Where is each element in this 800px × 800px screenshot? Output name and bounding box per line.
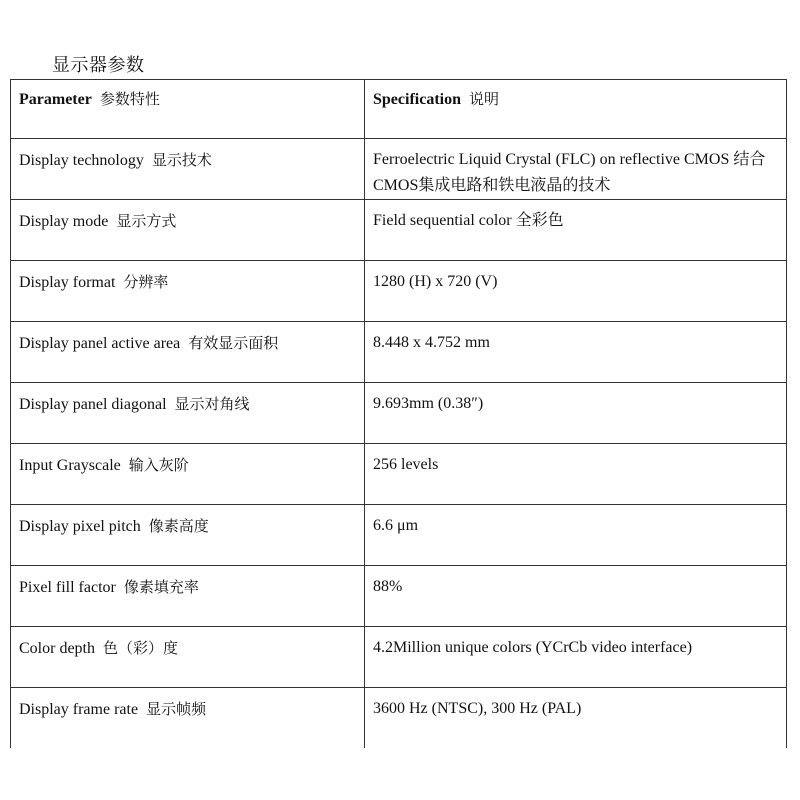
parameter-cn: 色（彩）度 bbox=[103, 639, 179, 657]
parameter-cell bbox=[11, 261, 365, 322]
table-row bbox=[11, 688, 787, 749]
table-row bbox=[11, 444, 787, 505]
header-parameter-en: Parameter bbox=[19, 91, 92, 108]
header-specification-cn: 说明 bbox=[469, 90, 500, 108]
parameter-cell bbox=[11, 200, 365, 261]
parameter-cn: 像素高度 bbox=[148, 517, 209, 535]
specification-cell: 4.2Million unique colors (YCrCb video interface) bbox=[365, 627, 787, 688]
parameter-en: Display pixel pitch bbox=[19, 518, 141, 535]
parameter-cn: 显示技术 bbox=[151, 151, 212, 169]
specification-cell: Field sequential color 全彩色 bbox=[365, 200, 787, 261]
table-caption: 显示器参数 bbox=[52, 55, 145, 75]
parameter-cell bbox=[11, 688, 365, 749]
parameter-cell bbox=[11, 627, 365, 688]
parameter-cn: 分辨率 bbox=[123, 273, 169, 291]
table-row bbox=[11, 322, 787, 383]
parameter-cell bbox=[11, 505, 365, 566]
table-row bbox=[11, 627, 787, 688]
header-specification bbox=[365, 80, 787, 139]
specification-cell: 9.693mm (0.38″) bbox=[365, 383, 787, 444]
parameter-en: Display technology bbox=[19, 152, 144, 169]
specification-cell: 256 levels bbox=[365, 444, 787, 505]
parameter-en: Pixel fill factor bbox=[19, 579, 116, 596]
parameter-cell bbox=[11, 566, 365, 627]
specification-cell: 88% bbox=[365, 566, 787, 627]
parameter-cell bbox=[11, 139, 365, 200]
parameter-en: Display mode bbox=[19, 213, 109, 230]
specification-cell: Ferroelectric Liquid Crystal (FLC) on reflective CMOS 结合CMOS集成电路和铁电液晶的技术 bbox=[365, 139, 787, 200]
display-parameters-table bbox=[10, 79, 787, 748]
parameter-en: Display format bbox=[19, 274, 116, 291]
table-row bbox=[11, 383, 787, 444]
parameter-cn: 显示方式 bbox=[116, 212, 177, 230]
parameter-cn: 输入灰阶 bbox=[128, 456, 189, 474]
parameter-en: Input Grayscale bbox=[19, 457, 121, 474]
specification-cell: 6.6 μm bbox=[365, 505, 787, 566]
parameter-cell bbox=[11, 383, 365, 444]
table-row bbox=[11, 566, 787, 627]
header-parameter bbox=[11, 80, 365, 139]
parameter-en: Display panel diagonal bbox=[19, 396, 167, 413]
parameter-en: Display frame rate bbox=[19, 701, 139, 718]
parameter-en: Display panel active area bbox=[19, 335, 181, 352]
specification-cell: 1280 (H) x 720 (V) bbox=[365, 261, 787, 322]
parameter-en: Color depth bbox=[19, 640, 95, 657]
parameter-cn: 显示帧频 bbox=[146, 700, 207, 718]
parameter-cn: 有效显示面积 bbox=[188, 334, 279, 352]
header-specification-en: Specification bbox=[373, 91, 461, 108]
header-parameter-cn: 参数特性 bbox=[99, 90, 160, 108]
parameter-cn: 显示对角线 bbox=[174, 395, 250, 413]
parameter-cn: 像素填充率 bbox=[123, 578, 199, 596]
specification-cell: 3600 Hz (NTSC), 300 Hz (PAL) bbox=[365, 688, 787, 749]
table-row bbox=[11, 139, 787, 200]
table-row bbox=[11, 505, 787, 566]
parameter-cell bbox=[11, 444, 365, 505]
table-header-row bbox=[11, 80, 787, 139]
specification-cell: 8.448 x 4.752 mm bbox=[365, 322, 787, 383]
parameter-cell bbox=[11, 322, 365, 383]
table-row bbox=[11, 261, 787, 322]
table-row bbox=[11, 200, 787, 261]
